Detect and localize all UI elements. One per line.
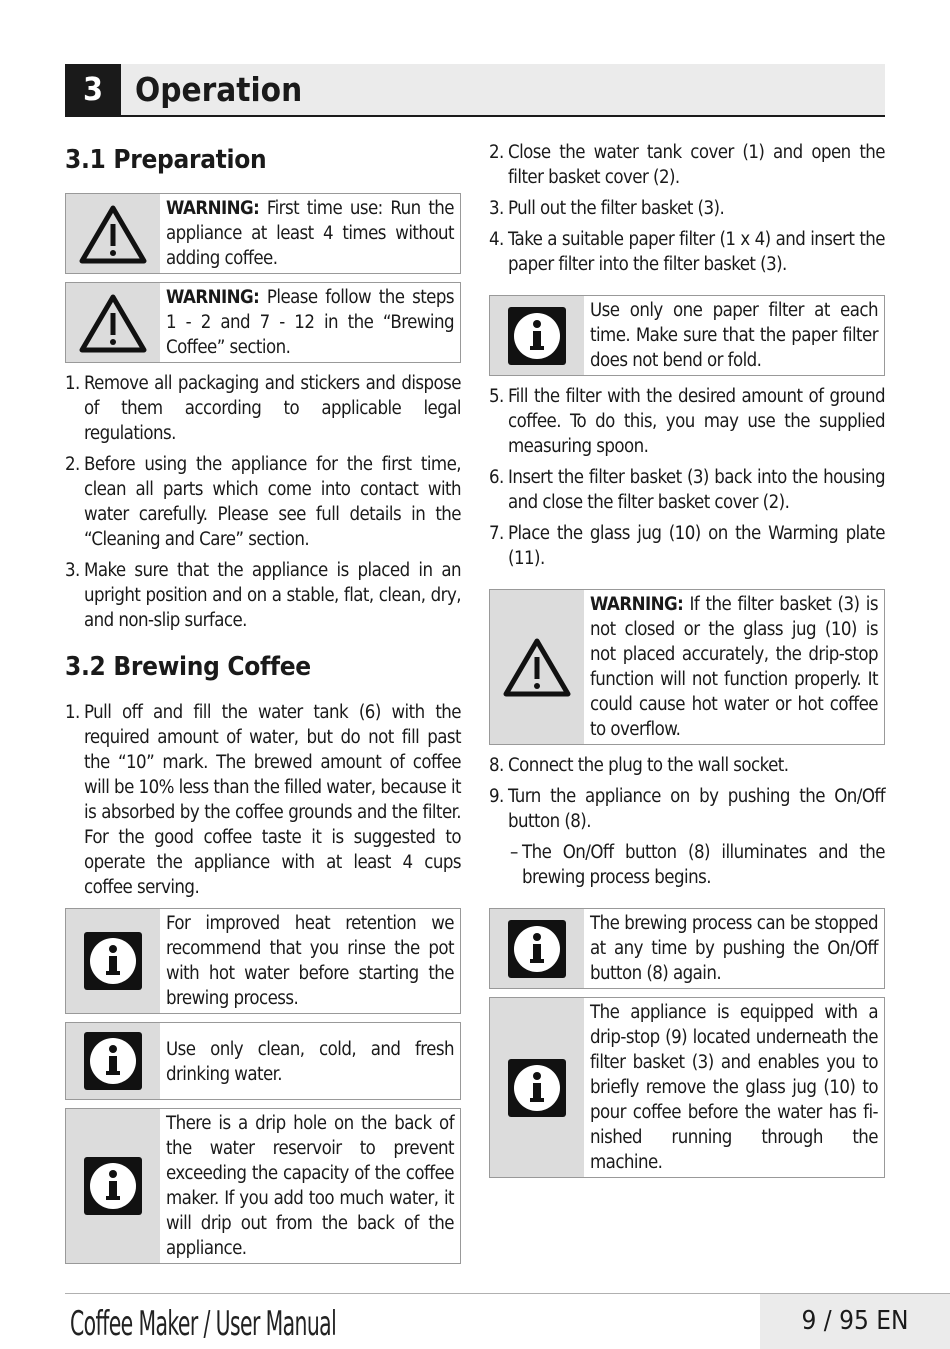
- section-title: Operation: [135, 70, 303, 109]
- warning-text: WARNING: Please follow the steps 1 - 2 and 7 - 12 in the “Brewing Coffee” section.: [166, 287, 454, 358]
- warning-triangle-icon: [66, 283, 160, 362]
- info-text: The brewing process can be stopped at any time by pushing the On/Off button (8) again.: [590, 913, 878, 984]
- section-header: [65, 64, 885, 117]
- list-item: 3. Pull out the filter basket (3).: [489, 198, 725, 219]
- info-text: Use only clean, cold, and fresh drinking water.: [166, 1039, 454, 1085]
- page-number: 9 / 95 EN: [760, 1294, 950, 1349]
- warning-triangle-icon: [66, 194, 160, 273]
- info-icon: [490, 296, 584, 375]
- sub-list-item: – The On/Off button (8) illuminates and the brewing process begins.: [510, 842, 885, 888]
- page-footer: [65, 1293, 950, 1349]
- list-item: 2. Before using the appliance for the first time, clean all parts which come into contact with water carefully. Please see full details in the “Cleaning and Care” section.: [65, 454, 461, 550]
- info-box: [65, 908, 461, 1014]
- warning-box: [489, 589, 885, 745]
- list-item: 7. Place the glass jug (10) on the Warming plate (11).: [489, 523, 885, 569]
- info-icon: [66, 1109, 160, 1263]
- left-column: [65, 140, 461, 1272]
- info-box: [65, 1108, 461, 1264]
- warning-box: [65, 193, 461, 274]
- list-item: 5. Fill the filter with the desired amount of ground coffee. To do this, you may use the supplied measuring spoon.: [489, 386, 885, 457]
- list-item: 1. Pull off and fill the water tank (6) with the required amount of water, but do not fill past the “10” mark. The brewed amount of coffee will be 10% less than the filled water, because it is absorbed by the coffee grounds and the filter. For the good coffee taste it is suggested to operate the appliance with at least 4 cups coffee serving.: [65, 702, 461, 898]
- brewing-heading: 3.2 Brewing Coffee: [65, 652, 311, 682]
- info-text: For improved heat retention we recommend that you rinse the pot with hot water before starting the brewing process.: [166, 913, 454, 1009]
- info-box: [489, 908, 885, 989]
- preparation-heading: 3.1 Preparation: [65, 145, 267, 175]
- info-box: [65, 1022, 461, 1100]
- info-box: [489, 997, 885, 1178]
- info-icon: [490, 909, 584, 988]
- list-item: 9. Turn the appliance on by pushing the On/Off button (8).: [489, 786, 885, 832]
- info-icon: [66, 909, 160, 1013]
- warning-triangle-icon: [490, 590, 584, 744]
- section-number: 3: [65, 64, 121, 115]
- list-item: 1. Remove all packaging and stickers and dispose of them according to applicable legal regulations.: [65, 373, 461, 444]
- list-item: 3. Make sure that the appliance is placed in an upright position and on a stable, flat, clean, dry, and non-slip surface.: [65, 560, 461, 631]
- list-item: 8. Connect the plug to the wall socket.: [489, 755, 789, 776]
- info-text: There is a drip hole on the back of the water reservoir to prevent exceeding the capacity of the coffee maker. If you add too much water, it will drip out from the back of the appliance.: [166, 1113, 454, 1259]
- info-icon: [490, 998, 584, 1177]
- warning-box: [65, 282, 461, 363]
- manual-title: Coffee Maker / User Manual: [70, 1304, 337, 1344]
- info-box: [489, 295, 885, 376]
- info-icon: [66, 1023, 160, 1099]
- list-item: 6. Insert the filter basket (3) back into the housing and close the filter basket cover (2).: [489, 467, 885, 513]
- list-item: 4. Take a suitable paper filter (1 x 4) and insert the paper filter into the filter basket (3).: [489, 229, 885, 275]
- info-text: Use only one paper filter at each time. Make sure that the paper filter does not bend or fold.: [590, 300, 878, 371]
- list-item: 2. Close the water tank cover (1) and open the filter basket cover (2).: [489, 142, 885, 188]
- right-column: [489, 140, 885, 1186]
- warning-text: WARNING: First time use: Run the appliance at least 4 times without adding coffee.: [166, 198, 454, 269]
- info-text: The appliance is equipped with a drip-stop (9) located underneath the filter basket (3) and enables you to briefly remove the glass jug (10) to pour coffee before the water has fi-nished running through the machine.: [590, 1002, 878, 1173]
- warning-text: WARNING: If the filter basket (3) is not closed or the glass jug (10) is not placed accurately, the drip-stop function will not function properly. It could cause hot water or hot coffee to overflow.: [590, 594, 878, 740]
